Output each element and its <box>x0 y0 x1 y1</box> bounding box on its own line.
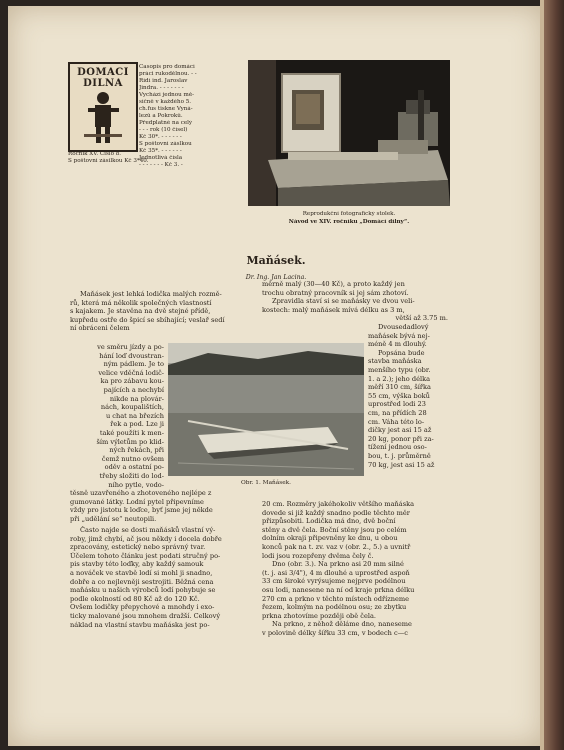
info-line: Vychází jednou mě- <box>139 92 195 98</box>
text-line: konců pak na t. zv. vaz v (obr. 2., 5.) a uvnitř <box>262 542 411 551</box>
article-author: Dr. Ing. Jan Lacina. <box>245 274 307 281</box>
text-line: 33 cm široké vyrýsujeme nejprve podélnou <box>262 577 406 586</box>
text-line: ným pádlem. Je to <box>103 360 164 369</box>
text-line: řek a pod. Lze ji <box>110 420 164 429</box>
reproduction-stand-photo <box>248 60 450 206</box>
info-line: - - - - - - - Kč 3. - <box>139 162 183 168</box>
manasek-boat-photo <box>168 343 364 476</box>
text-line: dobře a co nejlevněji sestrojiti. Běžná cena <box>70 577 214 586</box>
boat-photo-caption: Obr. 1. Maňásek. <box>241 480 291 486</box>
craftsman-figure-icon <box>84 90 122 146</box>
magazine-logo <box>68 62 138 152</box>
text-line: Na prkno, z něhož děláme dno, naneseme <box>272 620 412 629</box>
text-line: Dno (obr. 3.). Na prkno asi 20 mm silné <box>272 560 404 569</box>
text-line: větší až 3.75 m. <box>395 314 448 323</box>
info-line: Předplatné na celý <box>139 120 193 126</box>
text-line: při „udělání se“ neutopili. <box>70 514 157 523</box>
text-line: třeby složiti do lod- <box>99 471 164 480</box>
info-line: Kč 30*. - - - - - - <box>139 134 182 140</box>
text-line: velice vděčná lodič- <box>98 368 164 377</box>
text-line: ticky malované jsou mnohem dražší. Celkový <box>70 611 221 620</box>
column-left-wrap <box>78 343 164 489</box>
book-spine <box>544 0 564 750</box>
text-line: trochu obratný pracovník si jej sám zhotoví. <box>262 288 409 297</box>
info-line: - - - rok (10 čísel) <box>139 127 188 133</box>
text-line: (t. j. asi 3/4"), 4 m dlouhé a uprostřed aspoň <box>262 568 410 577</box>
text-line: kostech: malý maňásek mívá délku as 3 m, <box>262 305 405 314</box>
info-line: ch.fus tiskne Vyná- <box>139 106 193 112</box>
text-line: dolním okraji připevněny ke dnu, u obou <box>262 534 398 543</box>
info-line: S poštovní záslkou <box>139 141 192 147</box>
text-line: 55 cm, výška boků <box>368 391 430 400</box>
column-right-bottom <box>262 500 448 638</box>
text-line: čemž nutno ovšem <box>101 454 164 463</box>
text-line: stavba maňáska <box>368 357 422 366</box>
top-photo-caption: Reprodukční fotografický stolek. Návod ve XIV. ročníku „Domácí dílny“. <box>288 211 410 225</box>
text-line: Často najde se dosti maňásků vlastní vý- <box>80 526 216 534</box>
text-line: maňásku u našich výrobců lodí pohybuje se <box>70 586 216 595</box>
text-line: 1. a 2.); jeho délka <box>368 374 431 383</box>
text-line: tížení jednou oso- <box>368 443 427 452</box>
text-line: 70 kg, jest asi 15 až <box>368 460 435 469</box>
text-line: 20 kg, ponor při za- <box>368 434 434 443</box>
text-line: pajících a nechybí <box>103 385 164 394</box>
info-line: Jindra. - - - - - - - <box>139 85 184 91</box>
text-line: menšího typu (obr. <box>368 365 431 374</box>
text-line: méně 4 m dlouhý. <box>368 340 427 349</box>
text-line: gumované látky. Lodní pytel připevníme <box>70 497 204 506</box>
logo-title: DOMÁCÍ DÍLNA <box>77 67 129 89</box>
text-line: dovede si již každý snadno podle těchto měr <box>262 508 410 517</box>
text-line: přizpůsobiti. Lodička má dno, dvě boční <box>262 517 396 526</box>
text-line: Dvousedadlový <box>378 323 429 331</box>
text-line: v polovině délky šířku 33 cm, v bodech c—c <box>262 628 408 637</box>
info-line: Řídí ind. Jaroslav <box>139 78 188 84</box>
text-line: nách, koupalištích, <box>100 403 164 412</box>
text-line: vždy pro jistotu k loďce, byť jsme jej někde <box>70 506 213 515</box>
text-line: podle okolností od 80 Kč až do 120 Kč. <box>70 594 200 603</box>
text-line: nikde na plovár- <box>109 394 164 403</box>
text-line: u chat na březích <box>105 411 164 420</box>
text-line: uprostřed lodi 23 <box>368 400 426 409</box>
text-line: stěny a dvě čela. Boční stěny jsou po celém <box>262 525 407 534</box>
column-right-wrap <box>368 280 448 469</box>
text-line: pis stavby této loďky, aby každý samouk <box>70 560 204 569</box>
text-line: ního pytle, vodo- <box>108 480 164 489</box>
info-line: Jednotlivá čísla <box>139 155 183 161</box>
text-line: řezem, kolmým na podélnou osu; ze zbytku <box>262 603 407 612</box>
info-line: síčně v každého 5. <box>139 99 192 105</box>
column-left-bottom <box>70 526 258 629</box>
text-line: oděv a ostatní po- <box>104 463 164 472</box>
text-line: měrně malý (30—40 Kč), a proto každý jen <box>262 280 405 288</box>
text-line: ných řekách, při <box>109 446 164 455</box>
text-line: lodi jsou rozepřeny dvěma čely č. <box>262 551 374 560</box>
text-line: a nováček ve stavbě lodí si mohl ji snadno, <box>70 568 213 577</box>
text-line: prkna zhotovíme později obě čela. <box>262 611 376 620</box>
text-line: s kajakem. Je stavěna na dvě stejné přídě, <box>70 307 211 316</box>
text-line: hání loď dvoustran- <box>99 351 164 360</box>
info-line: práci rukodělnou. - - <box>139 71 197 77</box>
text-line: zpracovány, estetický nebo správný tvar. <box>70 543 206 552</box>
text-line: Maňásek jest lehká lodička malých rozmě- <box>80 290 222 298</box>
column-left-after-photo <box>70 489 258 523</box>
text-line: ní obráceni čelem <box>70 324 130 333</box>
text-line: Ovšem lodičky přepychové a mnohdy i exo- <box>70 603 215 612</box>
text-line: rů, která má několik společných vlastností <box>70 298 212 307</box>
text-line: Popsána bude <box>378 348 425 357</box>
issue-line: S poštovní zásilkou Kč 3*40. <box>68 158 149 164</box>
article-title: Maňásek. <box>246 254 306 267</box>
text-line: 270 cm a prkno v těchto místech odřízneme <box>262 594 410 603</box>
text-line: ve směru jízdy a po- <box>97 343 164 351</box>
issue-info <box>68 151 238 165</box>
text-line: Účelem tohoto článku jest podati stručný po- <box>70 551 221 560</box>
text-line: 20 cm. Rozměry jakéhokoliv většího maňáska <box>262 500 415 508</box>
text-line: Zpravidla staví si se maňásky ve dvou veli- <box>272 297 415 306</box>
text-line: osu lodi, nanesene na ní od kraje prkna délku <box>262 585 415 594</box>
text-line: ka pro zábavu kou- <box>100 377 164 386</box>
text-line: také použíti k men- <box>99 428 164 437</box>
column-left-top <box>70 290 258 333</box>
text-line: těsně uzavřeného a zhotoveného nejlépe z <box>70 489 212 497</box>
text-line: měří 310 cm, šířka <box>368 383 431 392</box>
text-line: dičky jest asi 15 až <box>368 426 432 435</box>
issue-line: Ročník XV. Číslo 8. <box>68 151 122 157</box>
info-line: Kč 35*. - - - - - - <box>139 148 182 154</box>
info-line: lezů a Pokroků. <box>139 113 183 119</box>
text-line: maňásek bývá nej- <box>368 331 430 340</box>
page <box>8 6 544 746</box>
text-line: cm, na přídích 28 <box>368 408 427 417</box>
text-line: roby, jimž chybí, ač jsou někdy i docela dobře <box>70 534 222 543</box>
text-line: ším výletům po klid- <box>96 437 164 446</box>
text-line: náklad na vlastní stavbu maňáska jest po- <box>70 620 210 629</box>
text-line: cm. Váha této lo- <box>368 417 425 426</box>
text-line: kupředu ostře do špicí se sbíhající; veslař sedí <box>70 315 225 324</box>
info-line: Časopis pro domácí <box>139 64 195 70</box>
text-line: bou, t. j. průměrně <box>368 451 431 460</box>
